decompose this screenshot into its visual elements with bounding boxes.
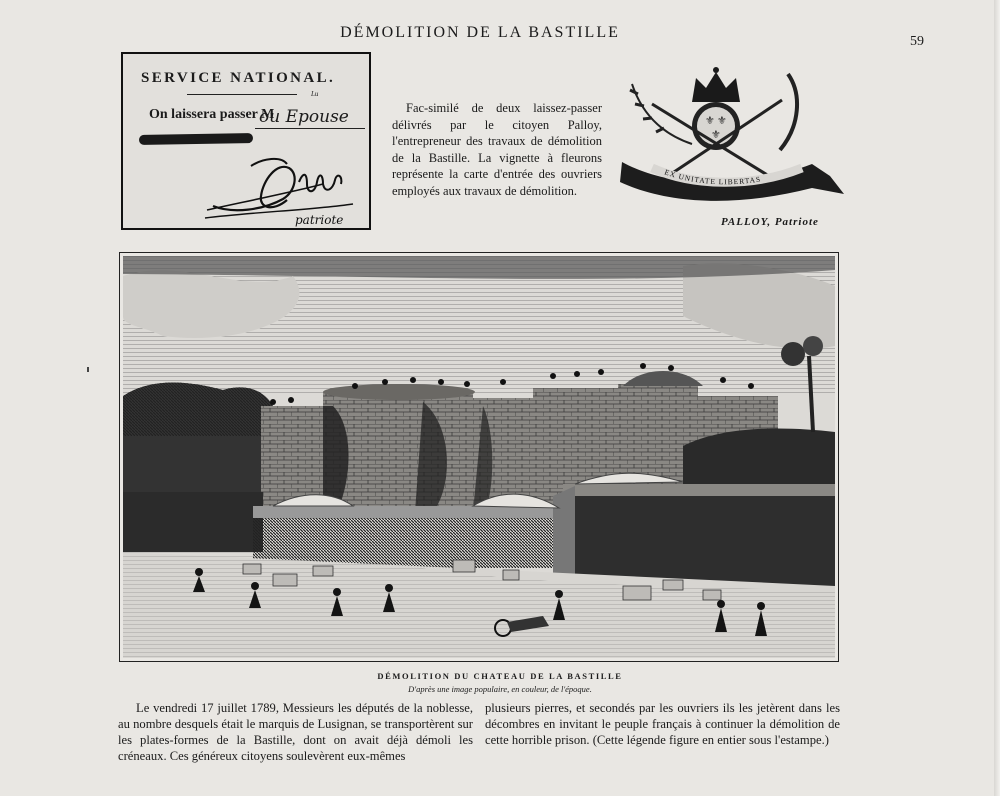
svg-text:⚜: ⚜ (717, 115, 727, 127)
body-text-right: plusieurs pierres, et secondés par les ouvriers ils les jetèrent dans les décombres en invitant le peuple français à continuer la démolition de cette horrible prison. (Cette légende figure en entier sous l'estampe.) (485, 701, 840, 747)
plate-subtitle: D'après une image populaire, en couleur, de l'époque. (408, 684, 592, 694)
palloy-emblem (612, 64, 844, 212)
svg-text:⚜: ⚜ (705, 115, 715, 127)
pass-text: On laissera passer M (149, 107, 275, 122)
page-edge (994, 0, 1000, 796)
running-title: DÉMOLITION DE LA BASTILLE (340, 24, 620, 41)
margin-mark (87, 367, 89, 372)
engraving-frame (119, 252, 839, 662)
signature-note: patriote (295, 213, 344, 227)
pass-heading: SERVICE NATIONAL. (141, 70, 336, 86)
page-number: 59 (910, 34, 924, 49)
svg-text:⚜: ⚜ (711, 129, 721, 141)
laissez-passer-facsimile (121, 52, 371, 230)
plate-title: DÉMOLITION DU CHATEAU DE LA BASTILLE (377, 671, 623, 681)
pass-handwriting-rule (255, 128, 365, 129)
emblem-credit: PALLOY, Patriote (721, 216, 819, 228)
facsimile-caption: Fac-similé de deux laissez-passer délivrés par le citoyen Palloy, l'entrepreneur des travaux de démolition de la Bastille. La vignette à fleurons représente la carte d'entrée des ouvriers employés aux travaux de démolition. (392, 101, 602, 198)
signature (203, 144, 373, 228)
bastille-demolition-engraving (123, 256, 835, 658)
pass-small-mark: Lu (311, 90, 319, 98)
emblem-motto: EX UNITATE LIBERTAS (663, 167, 762, 187)
body-text-left: Le vendredi 17 juillet 1789, Messieurs les députés de la noblesse, au nombre desquels était le marquis de Lusignan, se transportèrent sur les plates-formes de la Bastille, dont on avait déjà démoli les créneaux. Ces généreux citoyens soulevèrent eux-mêmes (118, 701, 473, 763)
pass-handwriting: ou Epouse (259, 107, 349, 127)
crown-icon (692, 67, 740, 102)
pass-rule (187, 94, 297, 95)
